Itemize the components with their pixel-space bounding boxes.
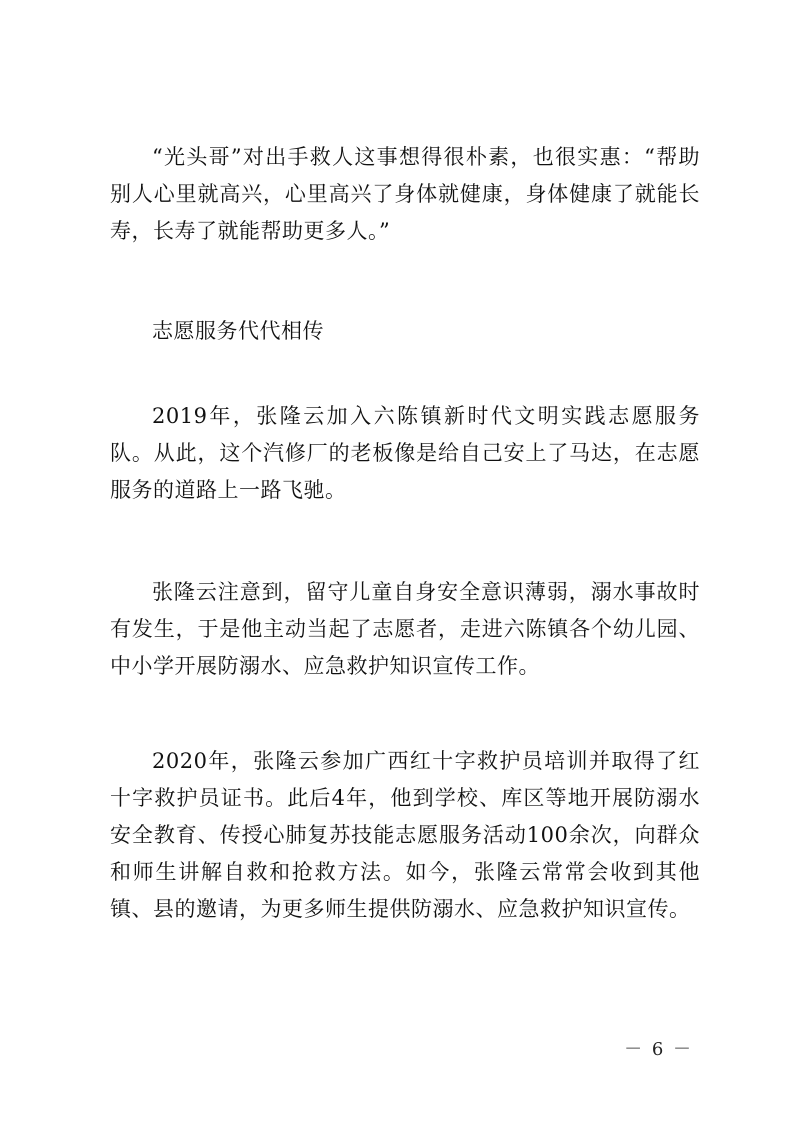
- paragraph-quote: “光头哥”对出手救人这事想得很朴素，也很实惠：“帮助别人心里就高兴，心里高兴了身体就健康，身体健康了就能长寿，长寿了就能帮助更多人。”: [110, 145, 700, 243]
- paragraph-2019: 2019年，张隆云加入六陈镇新时代文明实践志愿服务队。从此，这个汽修厂的老板像是给自己安上了马达，在志愿服务的道路上一路飞驰。: [110, 404, 700, 502]
- paragraph-safety: 张隆云注意到，留守儿童自身安全意识薄弱，溺水事故时有发生，于是他主动当起了志愿者，走进六陈镇各个幼儿园、中小学开展防溺水、应急救护知识宣传工作。: [110, 580, 700, 678]
- paragraph-2020: 2020年，张隆云参加广西红十字救护员培训并取得了红十字救护员证书。此后4年，他到学校、库区等地开展防溺水安全教育、传授心肺复苏技能志愿服务活动100余次，向群众和师生讲解自救和抢救方法。如今，张隆云常常会收到其他镇、县的邀请，为更多师生提供防溺水、应急救护知识宣传。: [110, 749, 700, 921]
- section-heading: 志愿服务代代相传: [152, 319, 324, 343]
- page-number: － 6 －: [624, 1039, 693, 1060]
